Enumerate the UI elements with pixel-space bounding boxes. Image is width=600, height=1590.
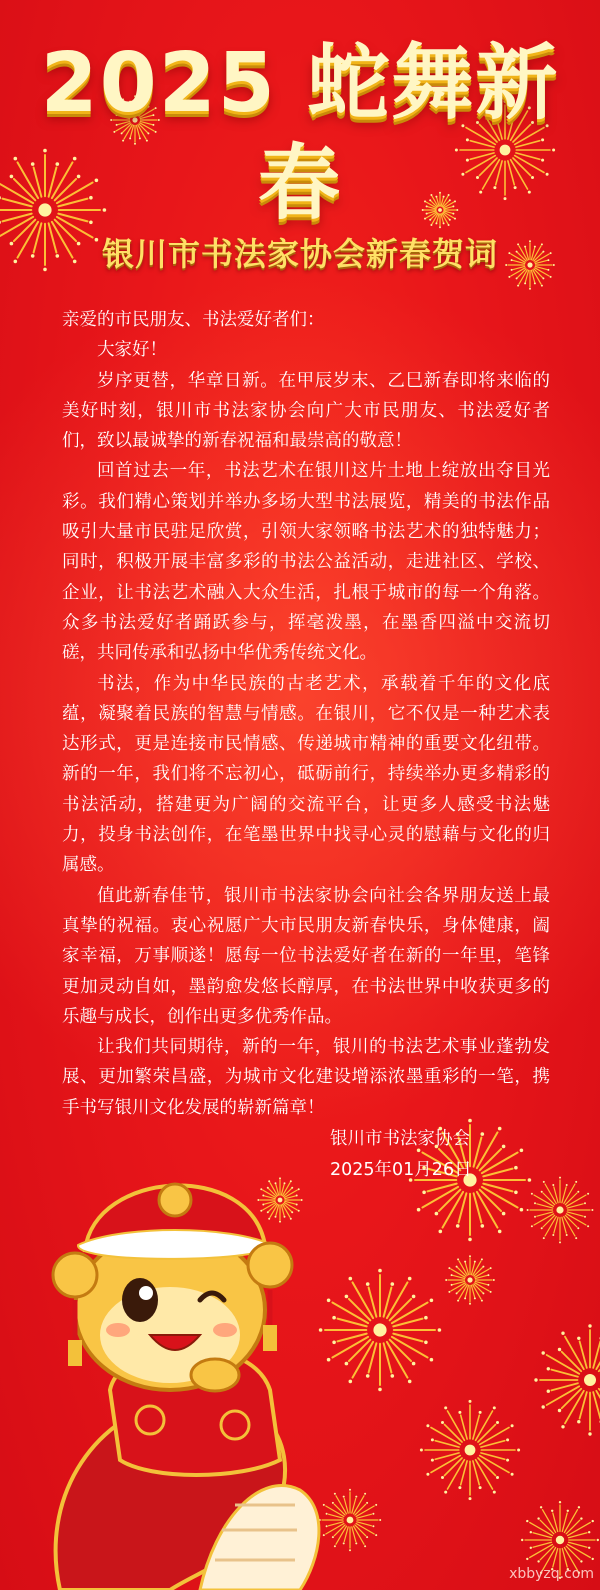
poster-subtitle: 银川市书法家协会新春贺词: [101, 235, 498, 273]
site-watermark: xbbyzq.com: [509, 1566, 594, 1582]
greeting-letter: [62, 305, 550, 1123]
letter-paragraph: 回首过去一年，书法艺术在银川这片土地上绽放出夺目光彩。我们精心策划并举办多场大型书法展览，精美的书法作品吸引大量市民驻足欣赏，引领大家领略书法艺术的独特魅力；同时，积极开展丰富多彩的书法公益活动，走进社区、学校、企业，让书法艺术融入大众生活，扎根于城市的每一个角落。众多书法爱好者踊跃参与，挥毫泼墨，在墨香四溢中交流切磋，共同传承和弘扬中华优秀传统文化。: [62, 461, 550, 664]
signature-date: 2025年01月26日: [330, 1160, 472, 1180]
snake-eye-left: [122, 1278, 158, 1322]
salutation: 亲爱的市民朋友、书法爱好者们：: [62, 310, 325, 330]
letter-paragraph: 岁序更替，华章日新。在甲辰岁末、乙巳新春即将来临的美好时刻，银川市书法家协会向广大市民朋友、书法爱好者们，致以最诚挚的新春祝福和最崇高的敬意！: [62, 370, 550, 452]
signature-organization: 银川市书法家协会: [330, 1129, 470, 1149]
bell-right: [248, 1243, 292, 1287]
gold-ingot: [191, 1359, 239, 1391]
bell-left: [53, 1253, 97, 1297]
letter-paragraph: 书法，作为中华民族的古老艺术，承载着千年的文化底蕴，凝聚着民族的智慧与情感。在银川，它不仅是一种艺术表达形式，更是连接市民情感、传递城市精神的重要文化纽带。新的一年，我们将不忘初心，砥砺前行，持续举办更多精彩的书法活动，搭建更为广阔的交流平台，让更多人感受书法魅力，投身书法创作，在笔墨世界中找寻心灵的慰藉与文化的归属感。: [62, 673, 550, 876]
greeting-line: 大家好！: [97, 340, 167, 361]
letter-paragraph: 让我们共同期待，新的一年，银川的书法艺术事业蓬勃发展、更加繁荣昌盛，为城市文化建设增添浓墨重彩的一笔，携手书写银川文化发展的崭新篇章！: [62, 1037, 550, 1118]
letter-paragraph: 值此新春佳节，银川市书法家协会向社会各界朋友送上最真挚的祝福。衷心祝愿广大市民朋友新春快乐，身体健康，阖家幸福，万事顺遂！愿每一位书法爱好者在新的一年里，笔锋更加灵动自如，墨韵愈发悠长醇厚，在书法世界中收获更多的乐趣与成长，创作出更多优秀作品。: [62, 885, 550, 1027]
poster-headline: 2025 蛇舞新春: [40, 36, 560, 231]
